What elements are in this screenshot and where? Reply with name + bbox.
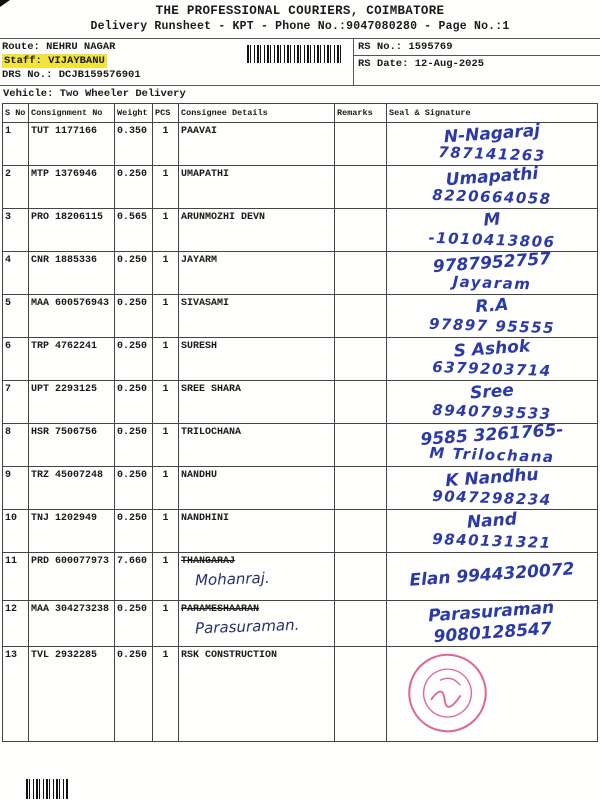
- consignee-name: ARUNMOZHI DEVN: [181, 211, 266, 223]
- cell-pcs: 1: [153, 294, 179, 337]
- col-weight: Weight: [115, 103, 153, 122]
- consignee-name: SREE SHARA: [181, 383, 242, 395]
- header-info-box: [0, 38, 600, 86]
- cell-pcs: 1: [153, 165, 179, 208]
- cell-weight: 0.250: [115, 509, 153, 552]
- col-sno: S No: [3, 103, 29, 122]
- staff-label: Staff:: [4, 55, 42, 68]
- cell-consignee: [179, 466, 335, 509]
- signature-line: Jayaram: [452, 272, 532, 294]
- route-label: Route:: [2, 41, 40, 53]
- cell-remarks: [335, 380, 387, 423]
- cell-consignment-no: TRZ 45007248: [29, 466, 115, 509]
- cell-signature: [387, 248, 598, 294]
- cell-consignment-no: MTP 1376946: [29, 165, 115, 208]
- cell-remarks: [335, 122, 387, 165]
- cell-weight: 0.250: [115, 380, 153, 423]
- bottom-barcode-icon: [26, 779, 68, 799]
- cell-pcs: 1: [153, 208, 179, 251]
- cell-signature: [387, 337, 598, 380]
- cell-weight: 0.250: [115, 337, 153, 380]
- consignee-name: SURESH: [181, 340, 218, 352]
- drs-label: DRS No.:: [2, 69, 53, 82]
- cell-weight: 0.250: [115, 600, 153, 646]
- cell-pcs: 1: [153, 423, 179, 466]
- cell-sno: 3: [3, 208, 29, 251]
- cell-sno: 4: [3, 251, 29, 294]
- cell-remarks: [335, 165, 387, 208]
- cell-signature: [387, 208, 598, 251]
- cell-sno: 7: [3, 380, 29, 423]
- cell-signature: [387, 509, 598, 552]
- cell-remarks: [335, 509, 387, 552]
- cell-remarks: [335, 337, 387, 380]
- table-row: [3, 646, 598, 741]
- consignee-name: RSK CONSTRUCTION: [181, 649, 278, 661]
- consignee-name: JAYARM: [181, 254, 218, 266]
- cell-consignee: [179, 122, 335, 165]
- cell-consignment-no: UPT 2293125: [29, 380, 115, 423]
- cell-signature: [387, 466, 598, 509]
- cell-consignee: [179, 423, 335, 466]
- cell-sno: 1: [3, 122, 29, 165]
- staff-line: [2, 54, 245, 68]
- page-title: THE PROFESSIONAL COURIERS, COIMBATORE: [155, 4, 445, 18]
- vehicle-line: [0, 86, 600, 103]
- table-row: [3, 600, 598, 646]
- cell-consignment-no: PRO 18206115: [29, 208, 115, 251]
- cell-consignment-no: TVL 2932285: [29, 646, 115, 741]
- consignee-name: PAAVAI: [181, 125, 218, 137]
- cell-signature: [387, 294, 598, 337]
- consignee-name: PARAMESHAARAN: [181, 603, 260, 615]
- cell-remarks: [335, 423, 387, 466]
- signature-line: Nand: [466, 508, 518, 533]
- rs-no-label: RS No.:: [358, 41, 403, 53]
- table-row: [3, 122, 598, 165]
- cell-sno: 5: [3, 294, 29, 337]
- table-row: [3, 294, 598, 337]
- cell-consignee: [179, 646, 335, 741]
- signature-line: 787141263: [438, 142, 547, 165]
- table-row: [3, 208, 598, 251]
- table-row: [3, 423, 598, 466]
- cell-consignee: [179, 294, 335, 337]
- cell-signature: [387, 419, 598, 466]
- cell-consignment-no: TRP 4762241: [29, 337, 115, 380]
- cell-consignee: [179, 600, 335, 646]
- cell-consignment-no: HSR 7506756: [29, 423, 115, 466]
- cell-consignment-no: TUT 1177166: [29, 122, 115, 165]
- cell-pcs: 1: [153, 509, 179, 552]
- cell-weight: 0.250: [115, 294, 153, 337]
- cell-sno: 6: [3, 337, 29, 380]
- cell-weight: 0.250: [115, 251, 153, 294]
- rs-date-value: 12-Aug-2025: [414, 58, 485, 70]
- signature-line: K Nandhu: [444, 464, 540, 491]
- cell-pcs: 1: [153, 600, 179, 646]
- consignee-name: NANDHINI: [181, 512, 230, 524]
- consignee-name: NANDHU: [181, 469, 218, 481]
- cell-consignee: [179, 208, 335, 251]
- consignee-name: UMAPATHI: [181, 168, 230, 180]
- cell-consignee: [179, 251, 335, 294]
- cell-consignment-no: CNR 1885336: [29, 251, 115, 294]
- consignee-name: THANGARAJ: [181, 555, 236, 567]
- table-row: [3, 380, 598, 423]
- route-line: [2, 40, 245, 54]
- table-row: [3, 165, 598, 208]
- runsheet-body: [3, 122, 598, 741]
- cell-consignee: [179, 552, 335, 600]
- cell-remarks: [335, 466, 387, 509]
- cell-signature: [387, 597, 598, 648]
- cell-consignment-no: MAA 304273238: [29, 600, 115, 646]
- cell-remarks: [335, 646, 387, 741]
- vehicle-label: Vehicle:: [3, 87, 54, 100]
- cell-consignee: [179, 380, 335, 423]
- cell-sno: 13: [3, 646, 29, 741]
- signature-line: Elan 9944320072: [408, 559, 576, 592]
- consignee-name: SIVASAMI: [181, 297, 230, 309]
- signature-line: N-Nagaraj: [443, 120, 541, 147]
- consignee-handwritten-correction: Parasuraman.: [194, 615, 300, 637]
- signature-line: 9047298234: [432, 486, 552, 509]
- rs-no-line: [354, 39, 600, 56]
- table-header-row: [3, 103, 598, 122]
- cell-pcs: 1: [153, 646, 179, 741]
- barcode-icon: [247, 45, 343, 63]
- signature-line: S Ashok: [453, 335, 531, 362]
- consignee-handwritten-correction: Mohanraj.: [194, 568, 270, 589]
- staff-highlight: [2, 54, 107, 68]
- consignee-name: TRILOCHANA: [181, 426, 242, 438]
- cell-weight: 7.660: [115, 552, 153, 600]
- signature-line: -1010413806: [428, 228, 556, 251]
- signature-line: 6379203714: [432, 357, 552, 380]
- cell-weight: 0.250: [115, 423, 153, 466]
- cell-pcs: 1: [153, 380, 179, 423]
- cell-remarks: [335, 552, 387, 600]
- table-row: [3, 337, 598, 380]
- cell-pcs: 1: [153, 122, 179, 165]
- cell-consignment-no: TNJ 1202949: [29, 509, 115, 552]
- signature-line: 9840131321: [432, 529, 552, 552]
- cell-consignment-no: MAA 600576943: [29, 294, 115, 337]
- cell-pcs: 1: [153, 251, 179, 294]
- cell-weight: 0.250: [115, 165, 153, 208]
- col-consignee: Consignee Details: [179, 103, 335, 122]
- cell-signature: [387, 122, 598, 165]
- col-signature: Seal & Signature: [387, 103, 598, 122]
- header-left-block: [0, 39, 247, 85]
- route-value: NEHRU NAGAR: [46, 41, 116, 53]
- drs-line: [2, 68, 245, 82]
- cell-consignment-no: PRD 600077973: [29, 552, 115, 600]
- staff-value: VIJAYBANU: [48, 55, 105, 68]
- cell-remarks: [335, 208, 387, 251]
- cell-sno: 9: [3, 466, 29, 509]
- table-row: [3, 251, 598, 294]
- signature-line: 8220664058: [432, 185, 552, 208]
- cell-pcs: 1: [153, 552, 179, 600]
- table-row: [3, 552, 598, 600]
- cell-remarks: [335, 294, 387, 337]
- signature-line: 97897 95555: [428, 314, 556, 337]
- cell-signature: [387, 552, 598, 600]
- cell-sno: 8: [3, 423, 29, 466]
- cell-consignee: [179, 337, 335, 380]
- table-row: [3, 509, 598, 552]
- cell-signature: [387, 646, 598, 741]
- cell-sno: 2: [3, 165, 29, 208]
- cell-sno: 12: [3, 600, 29, 646]
- signature-line: M: [482, 208, 502, 231]
- signature-line: R.A: [474, 294, 510, 317]
- cell-remarks: [335, 600, 387, 646]
- signature-line: Parasuraman 9080128547: [427, 597, 555, 648]
- cell-signature: [387, 380, 598, 423]
- seal-stamp-icon: [394, 640, 499, 748]
- rs-date-label: RS Date:: [358, 58, 409, 70]
- cell-pcs: 1: [153, 466, 179, 509]
- drs-value: DCJB159576901: [58, 69, 141, 82]
- cell-sno: 11: [3, 552, 29, 600]
- signature-line: 8940793533: [432, 400, 552, 423]
- signature-line: Umapathi: [445, 163, 539, 190]
- cell-weight: 0.565: [115, 208, 153, 251]
- cell-weight: 0.250: [115, 646, 153, 741]
- cell-remarks: [335, 251, 387, 294]
- cell-weight: 0.250: [115, 466, 153, 509]
- signature-line: M Trilochana: [429, 443, 555, 466]
- cell-signature: [387, 165, 598, 208]
- rs-no-value: 1595769: [408, 41, 453, 53]
- table-row: [3, 466, 598, 509]
- col-remarks: Remarks: [335, 103, 387, 122]
- col-consignment: Consignment No: [29, 103, 115, 122]
- cell-sno: 10: [3, 509, 29, 552]
- cell-weight: 0.350: [115, 122, 153, 165]
- cell-consignee: [179, 509, 335, 552]
- signature-line: 9585 3261765-: [419, 419, 565, 450]
- cell-consignee: [179, 165, 335, 208]
- rs-info-box: [353, 39, 600, 85]
- vehicle-value: Two Wheeler Delivery: [59, 87, 186, 100]
- runsheet-table: [2, 103, 598, 742]
- col-pcs: PCS: [153, 103, 179, 122]
- signature-line: 9787952757: [432, 248, 552, 277]
- rs-date-line: [354, 56, 600, 72]
- page-subtitle: Delivery Runsheet - KPT - Phone No.:9047080280 - Page No.:1: [90, 20, 510, 33]
- cell-pcs: 1: [153, 337, 179, 380]
- signature-line: Sree: [469, 380, 515, 404]
